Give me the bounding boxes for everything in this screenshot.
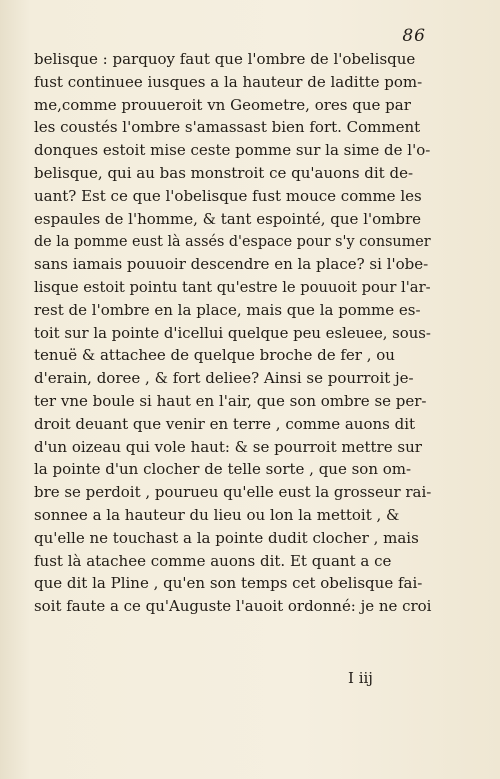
text-line: d'un oizeau qui vole haut: & se pourroit mettre sur (34, 437, 422, 456)
text-line: belisque, qui au bas monstroit ce qu'auons dit de- (34, 163, 414, 182)
text-line: soit faute a ce qu'Auguste l'auoit ordonné: je ne croi (34, 597, 432, 616)
text-line: droit deuant que venir en terre , comme auons dit (34, 414, 416, 433)
text-line: les coustés l'ombre s'amassast bien fort. Comment (34, 118, 421, 137)
text-line: fust continuee iusques a la hauteur de laditte pom- (34, 72, 423, 91)
text-line: lisque estoit pointu tant qu'estre le pouuoit pour l'ar- (34, 277, 431, 296)
text-line: uant? Est ce que l'obelisque fust mouce comme les (34, 186, 422, 205)
text-line: me,comme prouueroit vn Geometre, ores que par (34, 95, 411, 114)
text-line: de la pomme eust là assés d'espace pour s'y consumer (34, 232, 431, 251)
text-line: sans iamais pouuoir descendre en la place? si l'obe- (34, 255, 429, 274)
text-line: ter vne boule si haut en l'air, que son ombre se per- (34, 391, 427, 410)
text-line: qu'elle ne touchast a la pointe dudit clocher , mais (34, 528, 419, 547)
page-text-block (34, 48, 431, 618)
text-line: donques estoit mise ceste pomme sur la sime de l'o- (34, 141, 431, 160)
text-line: bre se perdoit , pourueu qu'elle eust la grosseur rai- (34, 483, 432, 502)
text-line: la pointe d'un clocher de telle sorte , que son om- (34, 460, 412, 479)
text-line: espaules de l'homme, & tant espointé, que l'ombre (34, 209, 422, 228)
text-line: belisque : parquoy faut que l'ombre de l'obelisque (34, 50, 416, 68)
text-line: toit sur la pointe d'icellui quelque peu esleuee, sous- (34, 323, 431, 342)
page-number: 86 (402, 26, 426, 46)
text-line: fust là atachee comme auons dit. Et quant a ce (34, 551, 392, 570)
text-line: rest de l'ombre en la place, mais que la pomme es- (34, 300, 421, 319)
signature-mark: I iij (348, 669, 373, 687)
text-line: tenuë & attachee de quelque broche de fer , ou (34, 346, 395, 365)
text-line: que dit la Pline , qu'en son temps cet obelisque fai- (34, 574, 423, 593)
text-line: d'erain, doree , & fort deliee? Ainsi se pourroit je- (34, 369, 414, 388)
text-line: sonnee a la hauteur du lieu ou lon la mettoit , & (34, 505, 400, 524)
